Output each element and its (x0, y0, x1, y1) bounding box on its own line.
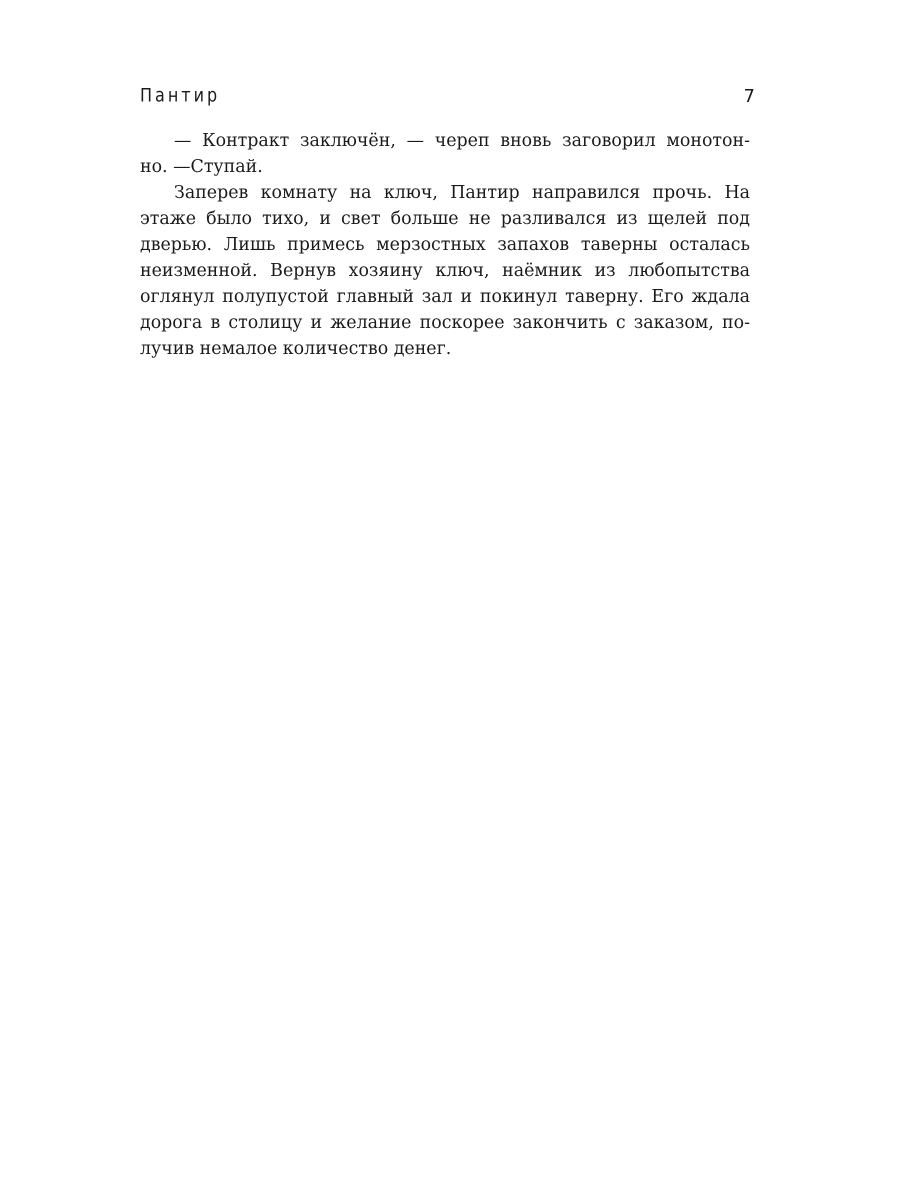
running-head (140, 84, 755, 110)
text-line: этаже было тихо, и свет больше не разливался из щелей под (140, 209, 750, 229)
text-line: — Контракт заключён, — череп вновь заговорил монотон- (174, 131, 750, 151)
text-line: дверью. Лишь примесь мерзостных запахов таверны осталась (140, 235, 750, 255)
text-line: Заперев комнату на ключ, Пантир направился прочь. На (174, 183, 750, 203)
paragraph (140, 180, 750, 362)
paragraph (140, 128, 750, 180)
text-line: лучив немалое количество денег. (140, 339, 452, 359)
text-line: дорога в столицу и желание поскорее закончить с заказом, по- (140, 313, 750, 333)
body-text (140, 128, 750, 362)
text-line: но. —Ступай. (140, 157, 263, 177)
text-line: оглянул полупустой главный зал и покинул таверну. Его ждала (140, 287, 750, 307)
page-number: 7 (743, 86, 755, 107)
running-title: Пантир (140, 84, 221, 106)
text-line: неизменной. Вернув хозяину ключ, наёмник из любопытства (140, 261, 750, 281)
